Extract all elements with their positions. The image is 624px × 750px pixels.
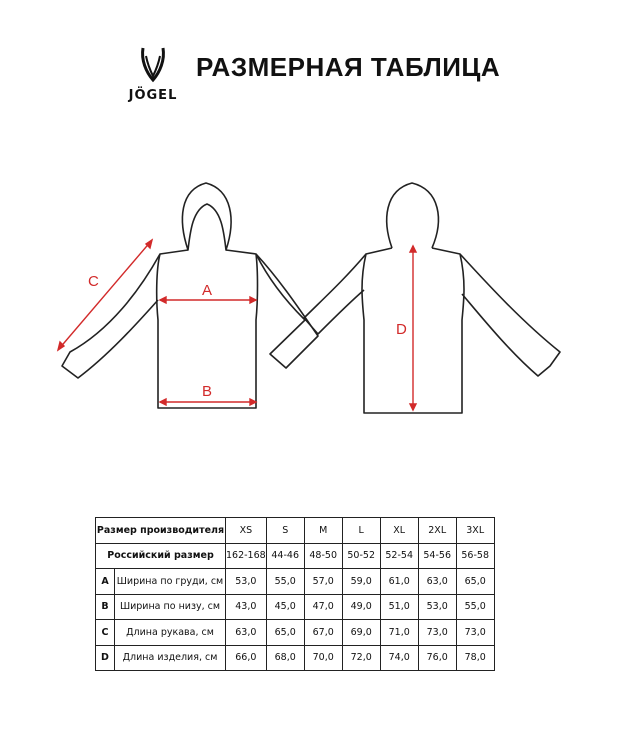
table-cell: L <box>342 518 380 544</box>
table-cell: 47,0 <box>304 594 342 620</box>
table-row <box>96 569 495 595</box>
manufacturer-size-label: Размер производителя <box>96 518 226 544</box>
table-row <box>96 620 495 646</box>
table-cell: 63,0 <box>226 620 267 646</box>
table-cell: 71,0 <box>380 620 418 646</box>
brand-logo <box>118 46 188 106</box>
size-table <box>95 517 495 671</box>
table-cell: 68,0 <box>266 645 304 671</box>
dimension-lines <box>58 240 416 410</box>
table-cell: 59,0 <box>342 569 380 595</box>
hoodie-front <box>62 183 318 408</box>
table-cell: 51,0 <box>380 594 418 620</box>
table-row <box>96 645 495 671</box>
table-cell: 76,0 <box>418 645 456 671</box>
dim-label-a: A <box>202 282 213 299</box>
dim-label-c: C <box>88 273 99 290</box>
table-cell: 73,0 <box>456 620 494 646</box>
table-cell: 74,0 <box>380 645 418 671</box>
table-cell: 52-54 <box>380 543 418 569</box>
table-cell: 45,0 <box>266 594 304 620</box>
russian-size-label: Российский размер <box>96 543 226 569</box>
table-cell: 70,0 <box>304 645 342 671</box>
table-cell: 63,0 <box>418 569 456 595</box>
table-cell: XS <box>226 518 267 544</box>
table-cell: S <box>266 518 304 544</box>
table-row <box>96 594 495 620</box>
dim-label-b: B <box>202 383 213 400</box>
table-cell: 162-168 <box>226 543 267 569</box>
table-cell: 61,0 <box>380 569 418 595</box>
table-cell: 65,0 <box>456 569 494 595</box>
table-cell: 54-56 <box>418 543 456 569</box>
table-cell: 57,0 <box>304 569 342 595</box>
table-cell: 50-52 <box>342 543 380 569</box>
table-cell: 49,0 <box>342 594 380 620</box>
garment-drawing <box>0 170 624 430</box>
logo-text: JÖGEL <box>128 88 178 103</box>
table-row <box>96 543 495 569</box>
row-letter: D <box>96 645 115 671</box>
row-name: Ширина по груди, см <box>115 569 226 595</box>
row-letter: A <box>96 569 115 595</box>
table-cell: 72,0 <box>342 645 380 671</box>
table-cell: 55,0 <box>456 594 494 620</box>
table-cell: 2XL <box>418 518 456 544</box>
row-name: Ширина по низу, см <box>115 594 226 620</box>
table-row <box>96 518 495 544</box>
row-name: Длина рукава, см <box>115 620 226 646</box>
table-cell: 56-58 <box>456 543 494 569</box>
row-letter: C <box>96 620 115 646</box>
table-cell: 55,0 <box>266 569 304 595</box>
table-cell: 67,0 <box>304 620 342 646</box>
table-cell: 69,0 <box>342 620 380 646</box>
table-cell: XL <box>380 518 418 544</box>
table-cell: 53,0 <box>226 569 267 595</box>
table-cell: 48-50 <box>304 543 342 569</box>
table-cell: 65,0 <box>266 620 304 646</box>
table-cell: 3XL <box>456 518 494 544</box>
table-cell: M <box>304 518 342 544</box>
jogel-emblem-icon <box>138 46 168 86</box>
dim-label-d: D <box>396 321 407 338</box>
row-name: Длина изделия, см <box>115 645 226 671</box>
hoodie-back <box>304 183 560 413</box>
table-cell: 66,0 <box>226 645 267 671</box>
table-cell: 44-46 <box>266 543 304 569</box>
page-title: РАЗМЕРНАЯ ТАБЛИЦА <box>196 52 501 82</box>
table-cell: 78,0 <box>456 645 494 671</box>
row-letter: B <box>96 594 115 620</box>
table-cell: 73,0 <box>418 620 456 646</box>
table-cell: 43,0 <box>226 594 267 620</box>
table-cell: 53,0 <box>418 594 456 620</box>
